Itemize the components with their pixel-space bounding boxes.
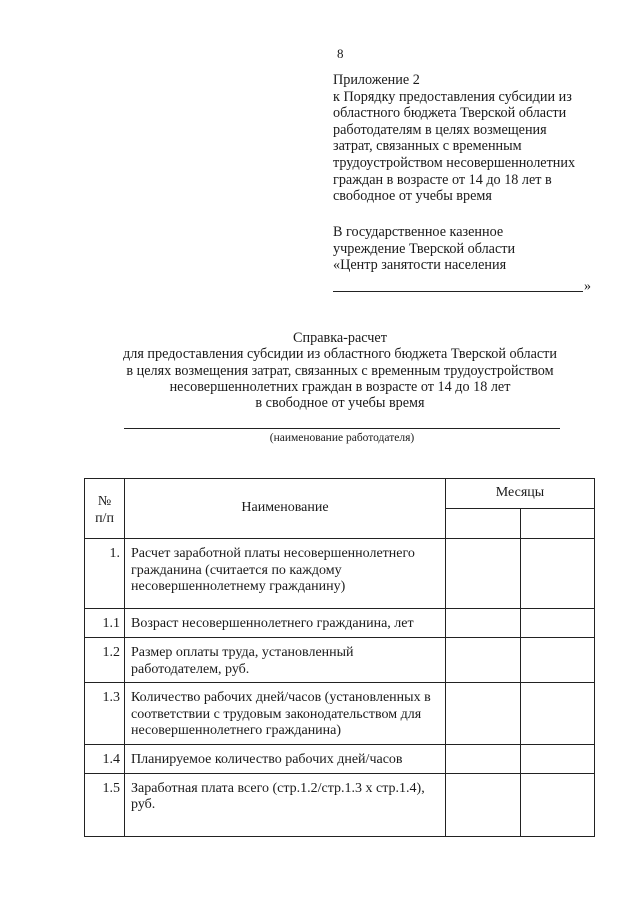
appendix-line: областного бюджета Тверской области — [333, 105, 567, 122]
table-row — [85, 773, 595, 836]
header-name-cell — [125, 479, 446, 539]
row-number: 1.1 — [85, 609, 125, 638]
month-cell — [446, 683, 521, 745]
month-cell — [521, 683, 595, 745]
header-name-label: Наименование — [241, 500, 329, 516]
addressee-line: В государственное казенное — [333, 224, 504, 240]
row-name: Планируемое количество рабочих дней/часов — [125, 745, 446, 774]
row-number: 1.2 — [85, 638, 125, 683]
subtitle-line: несовершеннолетних граждан в возрасте от 14 до 18 лет — [169, 378, 511, 395]
month-column-2-header — [521, 509, 595, 539]
row-number: 1. — [85, 539, 125, 609]
addressee-closing-quote: » — [584, 279, 591, 294]
header-num-symbol: № — [97, 494, 112, 509]
month-cell — [446, 773, 521, 836]
table-row — [85, 745, 595, 774]
month-cell — [446, 745, 521, 774]
appendix-line: трудоустройством несовершеннолетних — [333, 154, 576, 171]
document-title — [100, 330, 580, 411]
month-cell — [521, 773, 595, 836]
table-row — [85, 683, 595, 745]
month-cell — [446, 539, 521, 609]
subtitle-line: в целях возмещения затрат, связанных с временным трудоустройством — [126, 362, 554, 379]
appendix-line: затрат, связанных с временным — [333, 138, 522, 155]
table-row — [85, 609, 595, 638]
appendix-line: работодателям в целях возмещения — [333, 121, 547, 138]
row-name: Размер оплаты труда, установленный работодателем, руб. — [125, 638, 446, 683]
appendix-line: свободное от учебы время — [333, 188, 492, 205]
table-row — [85, 638, 595, 683]
addressee-line: учреждение Тверской области — [333, 240, 516, 257]
month-cell — [521, 638, 595, 683]
month-cell — [521, 539, 595, 609]
row-number: 1.3 — [85, 683, 125, 745]
addressee-block — [333, 224, 613, 274]
table-row — [85, 539, 595, 609]
appendix-line: Приложение 2 — [333, 72, 420, 88]
month-cell — [521, 745, 595, 774]
employer-fill-line — [124, 428, 560, 429]
table-header-row — [85, 479, 595, 509]
header-months-cell — [446, 479, 595, 509]
header-num-cell — [85, 479, 125, 539]
row-number: 1.4 — [85, 745, 125, 774]
calculation-table — [84, 478, 595, 837]
month-cell — [521, 609, 595, 638]
header-num-abbr: п/п — [95, 510, 114, 526]
row-name: Расчет заработной платы несовершеннолетнего гражданина (считается по каждому несовершеннолетнему гражданину) — [125, 539, 446, 609]
title-line: Справка-расчет — [293, 330, 387, 346]
row-name: Возраст несовершеннолетнего гражданина, лет — [125, 609, 446, 638]
subtitle-line: для предоставления субсидии из областного бюджета Тверской области — [123, 346, 557, 363]
row-number: 1.5 — [85, 773, 125, 836]
appendix-header — [333, 72, 613, 205]
addressee-fill-line — [333, 291, 583, 292]
page-number: 8 — [337, 46, 344, 61]
addressee-line: «Центр занятости населения — [333, 257, 507, 274]
employer-caption: (наименование работодателя) — [269, 432, 415, 444]
appendix-line: граждан в возрасте от 14 до 18 лет в — [333, 171, 552, 188]
appendix-line: к Порядку предоставления субсидии из — [333, 88, 572, 105]
month-cell — [446, 609, 521, 638]
month-cell — [446, 638, 521, 683]
month-column-1-header — [446, 509, 521, 539]
row-name: Заработная плата всего (стр.1.2/стр.1.3 х стр.1.4), руб. — [125, 773, 446, 836]
header-months-label: Месяцы — [495, 485, 545, 501]
row-name: Количество рабочих дней/часов (установленных в соответствии с трудовым законодательством для несовершеннолетнего гражданина) — [125, 683, 446, 745]
subtitle-line: в свободное от учебы время — [255, 395, 425, 412]
